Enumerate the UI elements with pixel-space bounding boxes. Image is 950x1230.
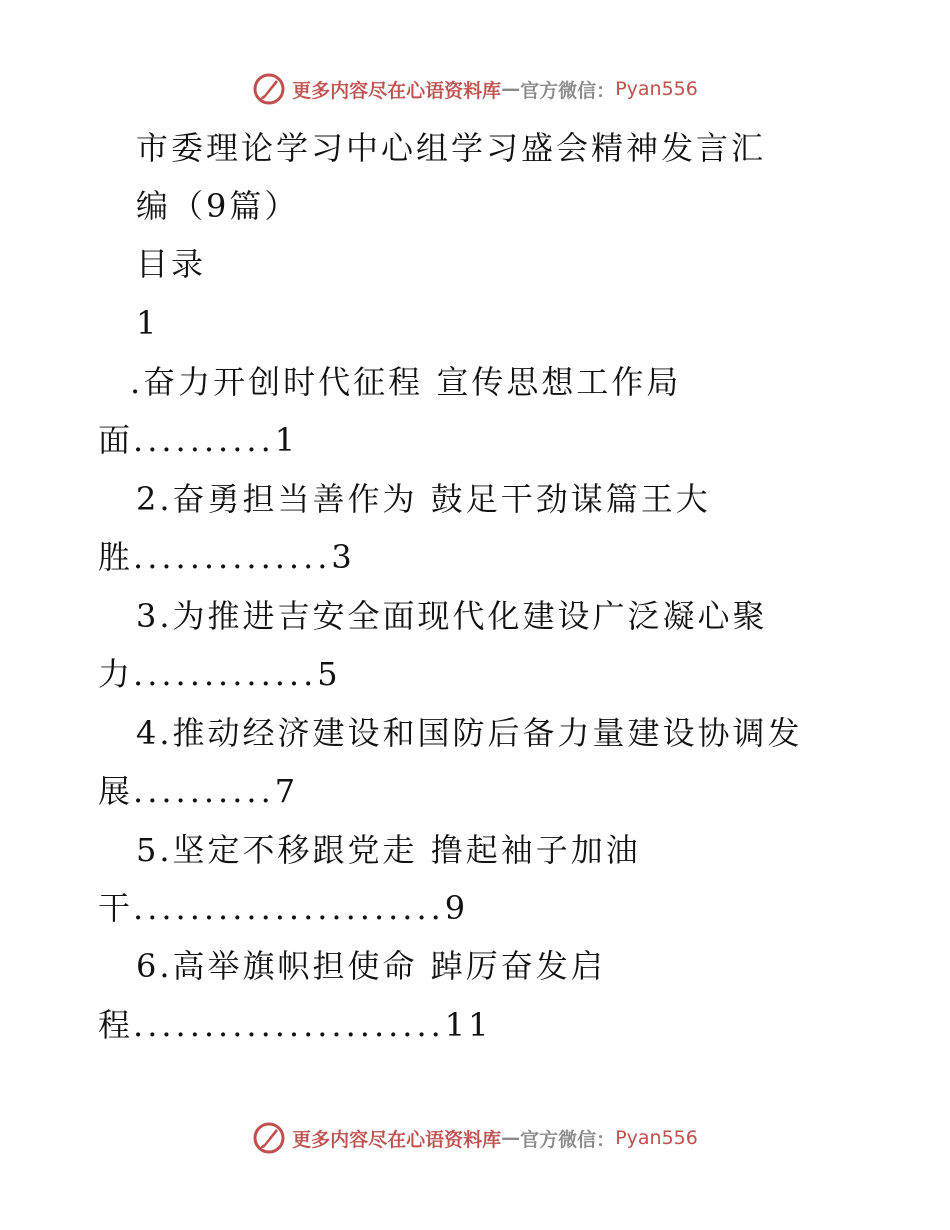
toc-item-5-continuation <box>98 888 468 928</box>
toc-item-5-title <box>136 830 641 870</box>
toc-item-5-title-end: 干 <box>98 889 134 927</box>
toc-item-4-number: 4. <box>136 714 173 752</box>
toc-item-2-leader-dots: .............. <box>133 538 332 576</box>
toc-item-6-title-text: 高举旗帜担使命 踔厉奋发启 <box>172 947 606 985</box>
toc-item-1-number: 1 <box>136 304 160 342</box>
toc-item-4-page: 7 <box>274 772 299 810</box>
watermark-text: 更多内容尽在心语资料库 <box>292 79 502 102</box>
toc-item-2-title-text: 奋勇担当善作为 鼓足干劲谋篇王大 <box>172 480 711 518</box>
toc-item-4-continuation <box>98 771 298 811</box>
toc-item-3-continuation <box>98 654 341 694</box>
watermark-wechat-label: 官方微信： <box>520 1128 616 1151</box>
toc-item-5-title-text: 坚定不移跟党走 撸起袖子加油 <box>172 831 641 869</box>
toc-item-6-continuation <box>98 1005 492 1045</box>
toc-item-5-leader-dots: ...................... <box>133 889 445 927</box>
toc-item-4-title-end: 展 <box>98 772 134 810</box>
watermark-separator: — <box>501 1127 521 1149</box>
watermark-wechat-label: 官方微信： <box>520 79 616 102</box>
toc-item-3-title-text: 为推进吉安全面现代化建设广泛凝心聚 <box>172 597 768 635</box>
toc-item-3-title <box>136 596 768 636</box>
toc-item-2-page: 3 <box>331 538 355 576</box>
toc-item-3-number: 3. <box>136 597 173 635</box>
watermark-account: Pyan556 <box>615 1127 698 1149</box>
toc-item-6-title <box>136 946 606 986</box>
toc-item-6-title-end: 程 <box>98 1006 134 1044</box>
toc-item-6-number: 6. <box>136 947 173 985</box>
watermark-footer <box>0 1121 950 1155</box>
document-title-line1: 市委理论学习中心组学习盛会精神发言汇 <box>136 129 767 167</box>
toc-item-1-page: 1 <box>274 421 299 459</box>
toc-item-5-page: 9 <box>444 889 469 927</box>
toc-heading: 目录 <box>136 245 207 283</box>
document-title-line2: 编（9篇） <box>136 187 300 225</box>
watermark-header <box>0 72 950 106</box>
feather-pen-logo-icon <box>252 72 286 106</box>
watermark-separator: — <box>501 78 521 100</box>
toc-item-6-page: 11 <box>444 1006 492 1044</box>
toc-item-1-continuation <box>98 420 298 460</box>
toc-item-1-title: .奋力开创时代征程 宣传思想工作局 <box>130 363 682 401</box>
toc-item-4-leader-dots: .......... <box>133 772 275 810</box>
toc-item-2-continuation <box>98 537 355 577</box>
toc-item-2-title-end: 胜 <box>98 538 134 576</box>
toc-item-3-page: 5 <box>317 655 341 693</box>
toc-item-3-leader-dots: ............. <box>133 655 318 693</box>
toc-item-2-title <box>136 479 711 519</box>
toc-item-4-title-text: 推动经济建设和国防后备力量建设协调发 <box>172 714 803 752</box>
toc-item-3-title-end: 力 <box>98 655 134 693</box>
watermark-text: 更多内容尽在心语资料库 <box>292 1128 502 1151</box>
toc-item-2-number: 2. <box>136 480 173 518</box>
toc-item-4-title <box>136 713 803 753</box>
toc-item-1-leader-dots: .......... <box>133 421 275 459</box>
toc-item-1-title-end: 面 <box>98 421 134 459</box>
toc-item-6-leader-dots: ...................... <box>133 1006 445 1044</box>
watermark-account: Pyan556 <box>615 78 698 100</box>
toc-item-5-number: 5. <box>136 831 173 869</box>
feather-pen-logo-icon <box>252 1121 286 1155</box>
